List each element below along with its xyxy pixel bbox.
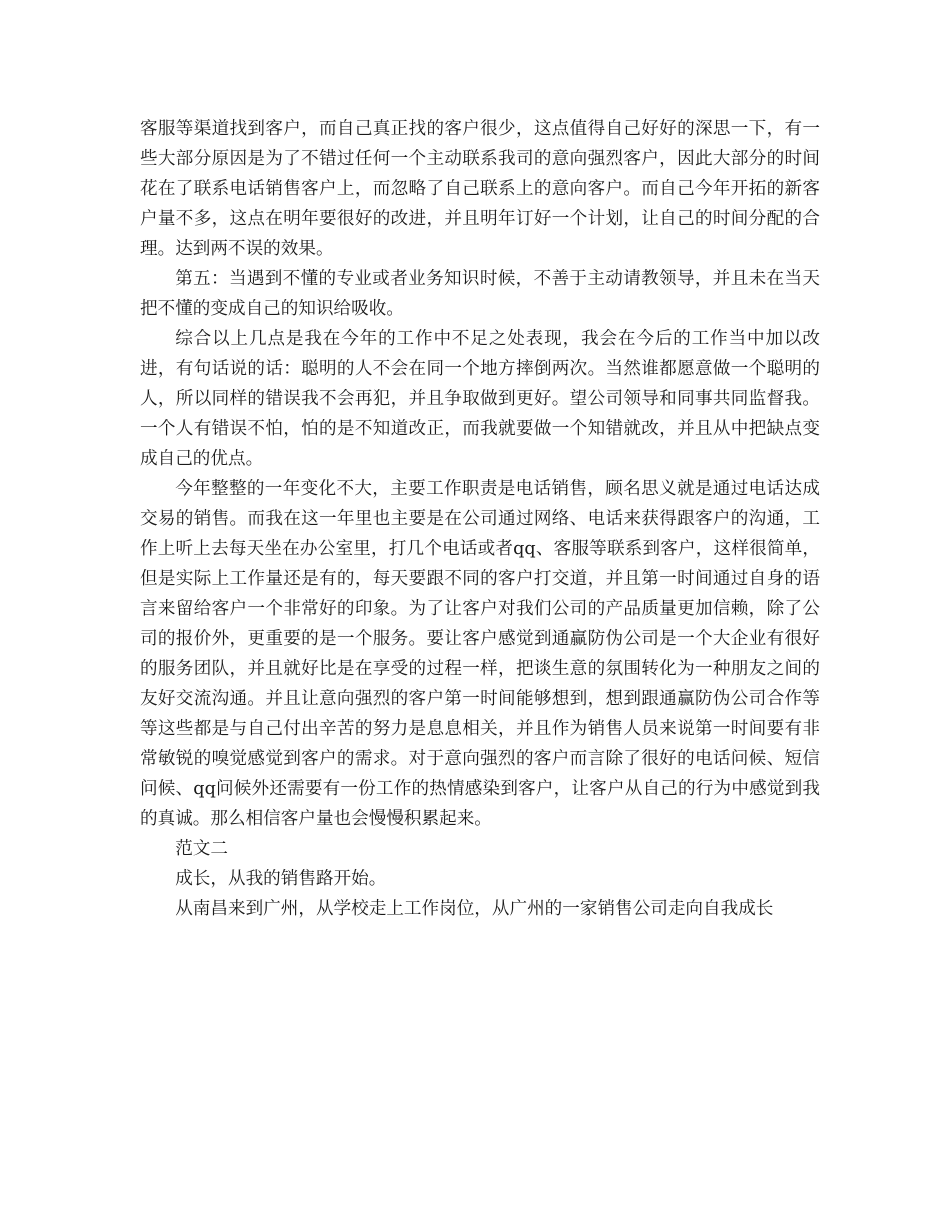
paragraph-continuation: 客服等渠道找到客户，而自己真正找的客户很少，这点值得自己好好的深思一下，有一些大部分原因是为了不错过任何一个主动联系我司的意向强烈客户，因此大部分的时间花在了联系电话销售客户上，而忽略了自己联系上的意向客户。而自己今年开拓的新客户量不多，这点在明年要很好的改进，并且明年订好一个计划，让自己的时间分配的合理。达到两不误的效果。 [140,119,820,259]
paragraph-point-five: 第五：当遇到不懂的专业或者业务知识时候，不善于主动请教领导，并且未在当天把不懂的变成自己的知识给吸收。 [140,269,820,319]
paragraph-year-review: 今年整整的一年变化不大，主要工作职责是电话销售，顾名思义就是通过电话达成交易的销售。而我在这一年里也主要是在公司通过网络、电话来获得跟客户的沟通，工作上听上去每天坐在办公室里，打几个电话或者qq、客服等联系到客户，这样很简单，但是实际上工作量还是有的，每天要跟不同的客户打交道，并且第一时间通过自身的语言来留给客户一个非常好的印象。为了让客户对我们公司的产品质量更加信赖，除了公司的报价外，更重要的是一个服务。要让客户感觉到通赢防伪公司是一个大企业有很好的服务团队，并且就好比是在享受的过程一样，把谈生意的氛围转化为一种朋友之间的友好交流沟通。并且让意向强烈的客户第一时间能够想到，想到跟通赢防伪公司合作等等这些都是与自己付出辛苦的努力是息息相关，并且作为销售人员来说第一时间要有非常敏锐的嗅觉感觉到客户的需求。对于意向强烈的客户而言除了很好的电话问候、短信问候、qq问候外还需要有一份工作的热情感染到客户，让客户从自己的行为中感觉到我的真诚。那么相信客户量也会慢慢积累起来。 [140,479,820,829]
document-body [140,114,820,924]
paragraph-sample-two-opening: 从南昌来到广州，从学校走上工作岗位，从广州的一家销售公司走向自我成长 [175,899,774,919]
section-heading-sample-two: 范文二 [175,839,228,859]
sample-two-title: 成长，从我的销售路开始。 [175,869,387,889]
paragraph-summary: 综合以上几点是我在今年的工作中不足之处表现，我会在今后的工作当中加以改进，有句话说的话：聪明的人不会在同一个地方摔倒两次。当然谁都愿意做一个聪明的人，所以同样的错误我不会再犯，并且争取做到更好。望公司领导和同事共同监督我。一个人有错误不怕，怕的是不知道改正，而我就要做一个知错就改，并且从中把缺点变成自己的优点。 [140,329,820,469]
